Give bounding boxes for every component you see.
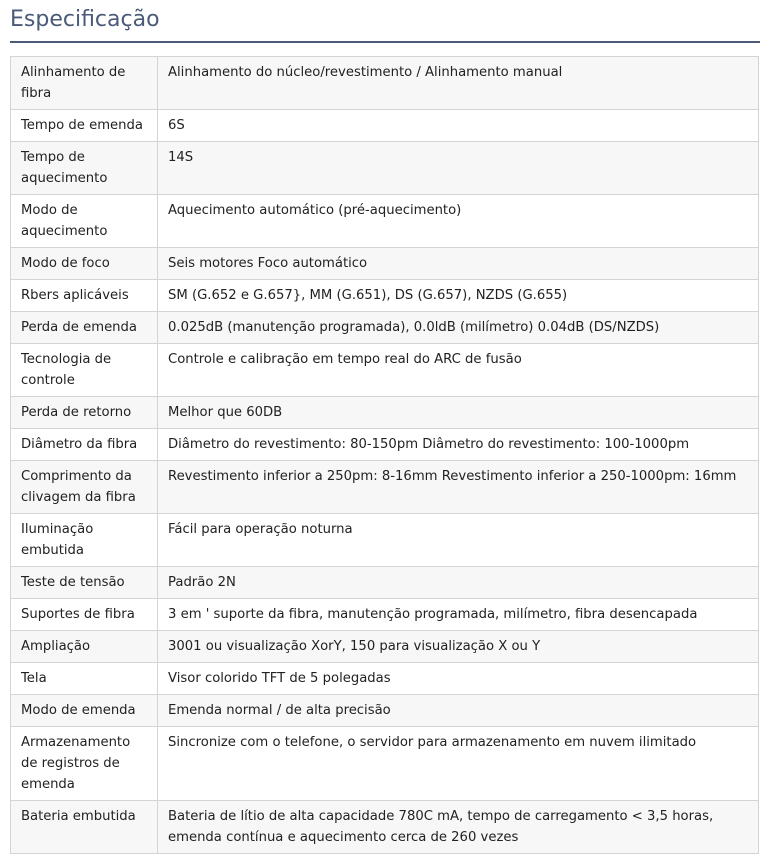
table-row — [11, 663, 759, 695]
spec-value: 14S — [158, 142, 759, 195]
spec-value: Sincronize com o telefone, o servidor para armazenamento em nuvem ilimitado — [158, 727, 759, 801]
spec-label: Rbers aplicáveis — [11, 280, 158, 312]
table-row — [11, 57, 759, 110]
spec-label: Tecnologia de controle — [11, 344, 158, 397]
spec-label: Tempo de aquecimento — [11, 142, 158, 195]
table-row — [11, 599, 759, 631]
spec-value: Aquecimento automático (pré-aquecimento) — [158, 195, 759, 248]
spec-label: Comprimento da clivagem da fibra — [11, 461, 158, 514]
title-divider — [10, 41, 760, 43]
table-row — [11, 514, 759, 567]
spec-label: Bateria embutida — [11, 801, 158, 854]
table-row — [11, 429, 759, 461]
table-row — [11, 695, 759, 727]
spec-label: Iluminação embutida — [11, 514, 158, 567]
page-title: Especificação — [10, 7, 160, 32]
table-row — [11, 397, 759, 429]
spec-value: Fácil para operação noturna — [158, 514, 759, 567]
spec-value: 6S — [158, 110, 759, 142]
spec-label: Suportes de fibra — [11, 599, 158, 631]
spec-label: Tela — [11, 663, 158, 695]
spec-value: Diâmetro do revestimento: 80-150pm Diâmetro do revestimento: 100-1000pm — [158, 429, 759, 461]
table-row — [11, 631, 759, 663]
spec-label: Modo de emenda — [11, 695, 158, 727]
spec-value: 0.025dB (manutenção programada), 0.0ldB (milímetro) 0.04dB (DS/NZDS) — [158, 312, 759, 344]
spec-value: Padrão 2N — [158, 567, 759, 599]
spec-value: Visor colorido TFT de 5 polegadas — [158, 663, 759, 695]
table-row — [11, 727, 759, 801]
spec-value: Alinhamento do núcleo/revestimento / Alinhamento manual — [158, 57, 759, 110]
table-row — [11, 248, 759, 280]
specification-table — [10, 56, 759, 854]
spec-label: Modo de aquecimento — [11, 195, 158, 248]
table-row — [11, 280, 759, 312]
table-row — [11, 195, 759, 248]
spec-label: Modo de foco — [11, 248, 158, 280]
spec-label: Perda de retorno — [11, 397, 158, 429]
spec-value: Melhor que 60DB — [158, 397, 759, 429]
spec-value: Emenda normal / de alta precisão — [158, 695, 759, 727]
spec-value: 3 em ' suporte da fibra, manutenção programada, milímetro, fibra desencapada — [158, 599, 759, 631]
spec-value: Revestimento inferior a 250pm: 8-16mm Revestimento inferior a 250-1000pm: 16mm — [158, 461, 759, 514]
table-row — [11, 461, 759, 514]
specification-table-body — [11, 57, 759, 854]
spec-label: Perda de emenda — [11, 312, 158, 344]
spec-value: Bateria de lítio de alta capacidade 780C mA, tempo de carregamento < 3,5 horas, emenda contínua e aquecimento cerca de 260 vezes — [158, 801, 759, 854]
table-row — [11, 312, 759, 344]
spec-value: Seis motores Foco automático — [158, 248, 759, 280]
table-row — [11, 567, 759, 599]
spec-value: 3001 ou visualização XorY, 150 para visualização X ou Y — [158, 631, 759, 663]
spec-label: Ampliação — [11, 631, 158, 663]
spec-label: Diâmetro da fibra — [11, 429, 158, 461]
spec-value: SM (G.652 e G.657}, MM (G.651), DS (G.657), NZDS (G.655) — [158, 280, 759, 312]
spec-value: Controle e calibração em tempo real do ARC de fusão — [158, 344, 759, 397]
spec-label: Armazenamento de registros de emenda — [11, 727, 158, 801]
table-row — [11, 142, 759, 195]
spec-label: Alinhamento de fibra — [11, 57, 158, 110]
table-row — [11, 801, 759, 854]
table-row — [11, 344, 759, 397]
table-row — [11, 110, 759, 142]
spec-label: Teste de tensão — [11, 567, 158, 599]
spec-label: Tempo de emenda — [11, 110, 158, 142]
